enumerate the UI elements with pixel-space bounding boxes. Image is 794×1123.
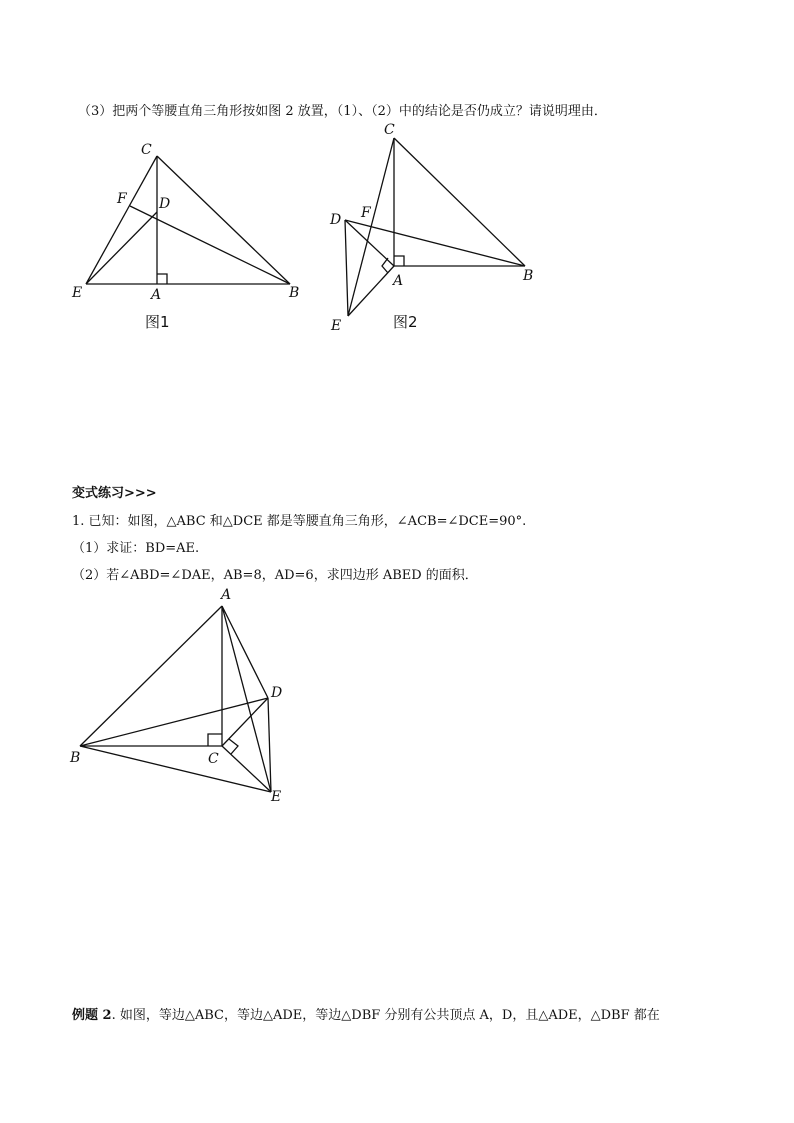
variant-heading: 变式练习>>> — [72, 486, 157, 501]
label-D: D — [271, 685, 283, 701]
label-B: B — [523, 268, 534, 284]
label-F: F — [117, 191, 127, 207]
segment-CE — [222, 746, 271, 792]
label-A: A — [151, 287, 162, 303]
segment-BE — [80, 746, 271, 792]
label-A: A — [221, 587, 232, 603]
right-angle-mark-DCE — [229, 739, 238, 754]
variant-q1-part1: （1）求证：BD=AE. — [72, 541, 200, 556]
example2-label: 例题 2 — [72, 1008, 112, 1023]
variant-q1-part2: （2）若∠ABD=∠DAE，AB=8，AD=6，求四边形 ABED 的面积． — [72, 568, 478, 583]
figure-2-caption: 图2 — [393, 313, 418, 331]
label-C: C — [384, 122, 395, 138]
label-E: E — [331, 318, 342, 334]
example2-text: . 如图，等边△ABC，等边△ADE，等边△DBF 分别有公共顶点 A，D，且△ADE，△DBF 都在 — [111, 1008, 660, 1023]
label-D: D — [159, 196, 171, 212]
example2-question — [72, 1008, 660, 1024]
label-C: C — [208, 751, 219, 767]
segment-BD — [80, 698, 268, 746]
label-F: F — [361, 205, 371, 221]
label-C: C — [141, 142, 152, 158]
part3-question: （3）把两个等腰直角三角形按如图 2 放置，（1）、（2）中的结论是否仍成立？请说明理由． — [78, 104, 607, 119]
segment-AD — [222, 606, 268, 698]
label-B: B — [289, 285, 300, 301]
segment-AB — [80, 606, 222, 746]
label-B: B — [70, 750, 81, 766]
segment-DE — [268, 698, 271, 792]
right-angle-mark-ACB — [208, 734, 222, 746]
label-E: E — [271, 789, 282, 805]
label-A: A — [393, 273, 404, 289]
figure-1-caption: 图1 — [145, 313, 170, 331]
segment-CD — [222, 698, 268, 746]
variant-q1: 1. 已知：如图，△ABC 和△DCE 都是等腰直角三角形，∠ACB=∠DCE=90°. — [72, 514, 527, 529]
label-E: E — [72, 285, 83, 301]
label-D: D — [330, 212, 342, 228]
